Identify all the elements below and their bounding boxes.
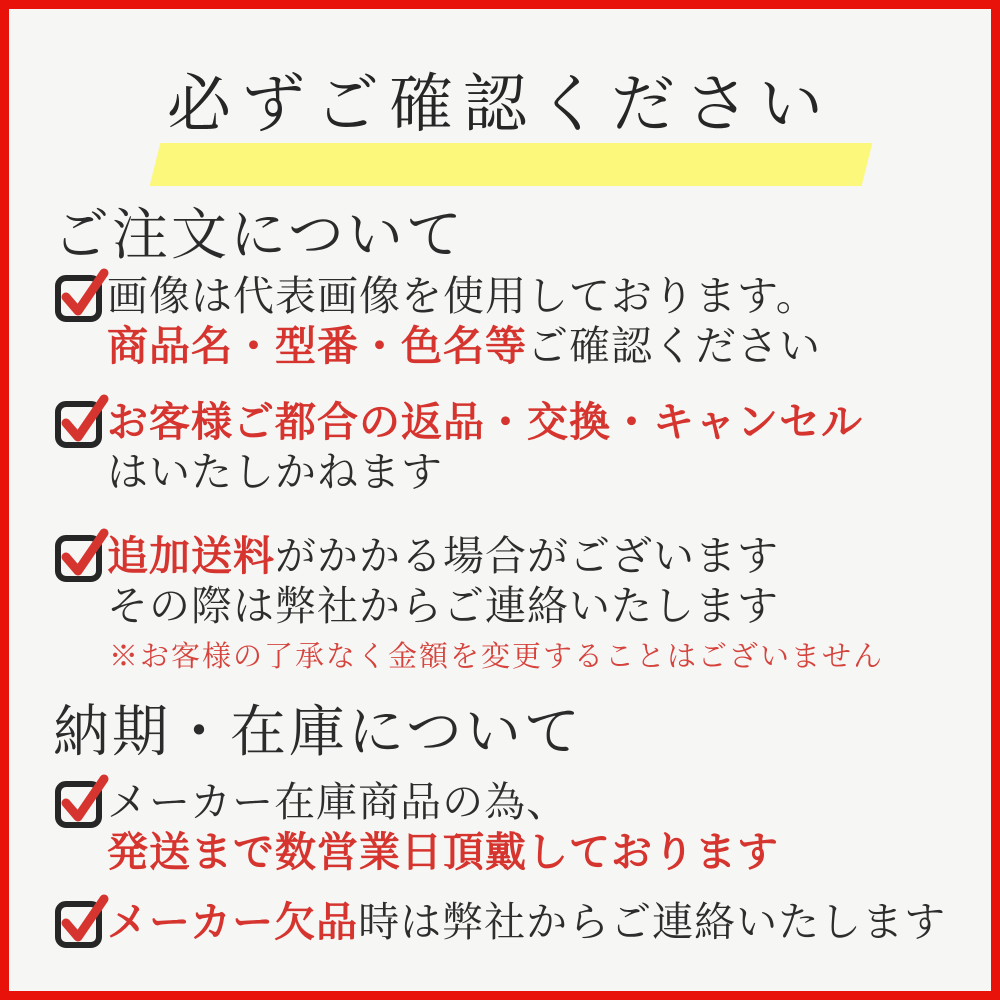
item-text xyxy=(107,397,863,497)
item-text xyxy=(107,531,884,679)
text-black: がかかる場合がございます xyxy=(275,532,779,580)
item-note: ※お客様の了承なく金額を変更することはございません xyxy=(109,639,885,673)
checklist-item-representative-image xyxy=(55,271,821,371)
item-line xyxy=(107,531,884,581)
item-line xyxy=(107,827,779,877)
item-text xyxy=(107,271,821,371)
item-line xyxy=(107,271,821,321)
checked-checkbox-icon xyxy=(55,899,105,949)
text-red: メーカー欠品 xyxy=(107,898,359,946)
checklist-item-extra-shipping xyxy=(55,531,884,679)
text-black: その際は弊社からご連絡いたします xyxy=(107,582,779,630)
text-red: お客様ご都合の返品・交換・キャンセル xyxy=(107,398,863,446)
checked-checkbox-icon xyxy=(55,399,105,449)
checklist-item-no-returns xyxy=(55,397,863,497)
item-line xyxy=(107,397,863,447)
checked-checkbox-icon xyxy=(55,273,105,323)
checklist-item-maker-shortage xyxy=(55,897,946,949)
page-title: 必ずご確認ください xyxy=(167,68,833,142)
item-line xyxy=(107,581,884,631)
text-red: 追加送料 xyxy=(107,532,275,580)
text-black: 時は弊社からご連絡いたします xyxy=(358,898,947,946)
text-red: 発送まで数営業日頂戴しております xyxy=(107,828,779,876)
checklist-item-maker-stock xyxy=(55,777,779,877)
text-black: メーカー在庫商品の為、 xyxy=(107,778,569,826)
checked-checkbox-icon xyxy=(55,779,105,829)
item-line xyxy=(107,777,779,827)
title-block xyxy=(9,53,991,145)
text-black: ご確認ください xyxy=(527,322,821,370)
yellow-highlight xyxy=(150,143,873,186)
item-text xyxy=(107,897,946,947)
item-line xyxy=(107,897,946,947)
section-heading-order: ご注文について xyxy=(53,203,465,268)
item-line xyxy=(107,447,863,497)
checked-checkbox-icon xyxy=(55,533,105,583)
text-black: 画像は代表画像を使用しております。 xyxy=(107,272,818,320)
section-heading-stock: 納期・在庫について xyxy=(53,700,583,765)
text-black: はいたしかねます xyxy=(107,448,443,496)
text-red: 商品名・型番・色名等 xyxy=(107,322,527,370)
item-text xyxy=(107,777,779,877)
item-line xyxy=(107,321,821,371)
